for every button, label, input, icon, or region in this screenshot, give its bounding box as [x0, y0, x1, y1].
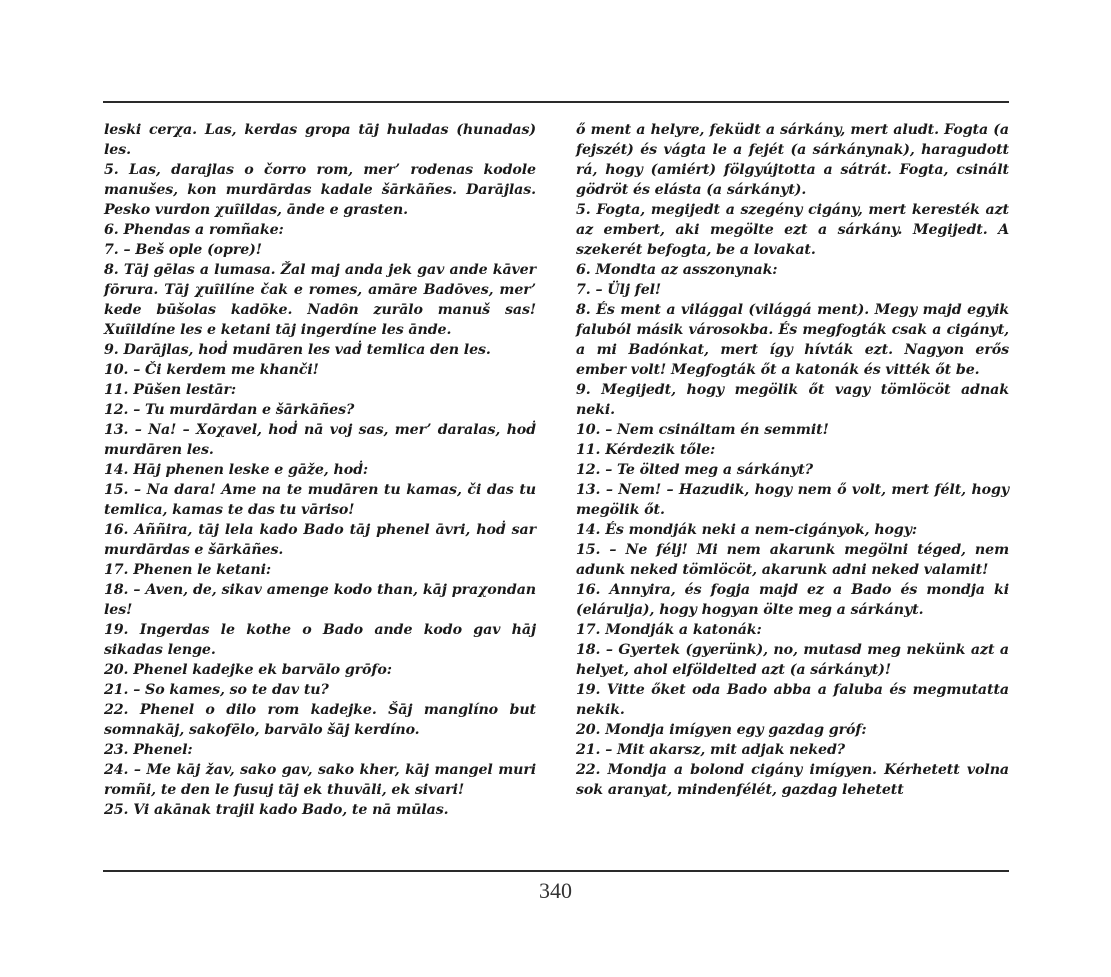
paragraph: 18. – Gyertek (gyerünk), no, mutasd meg nekünk azt a helyet, ahol elföldelted azt (a sárkányt)! — [576, 642, 1009, 678]
paragraph: 17. Mondják a katonák: — [576, 622, 762, 638]
paragraph: 19. Ingerdas le kothe o Bado ande kodo gav hāj sikadas lenge. — [104, 622, 536, 658]
page-number: 340 — [539, 878, 572, 903]
paragraph: 11. Kérdezik tőle: — [576, 442, 716, 458]
paragraph: 23. Phenel: — [104, 742, 193, 758]
paragraph: 24. – Me kāj žav, sako gav, sako kher, kāj mangel muri romñi, te den le fusuj tāj ek thuvāli, ek sivari! — [104, 762, 536, 798]
paragraph: 7. – Ülj fel! — [576, 282, 662, 298]
paragraph: 12. – Te ölted meg a sárkányt? — [576, 462, 813, 478]
paragraph: 16. Annyira, és fogja majd ez a Bado és mondja ki (elárulja), hogy hogyan ölte meg a sárkányt. — [576, 582, 1009, 618]
paragraph: 10. – Či kerdem me khanči! — [104, 362, 319, 378]
paragraph: leski cerχa. Las, kerdas gropa tāj huladas (hunadas) les. — [104, 122, 536, 158]
paragraph: 15. – Na dara! Ame na te mudāren tu kamas, či das tu temlica, kamas te das tu vāriso! — [104, 482, 536, 518]
paragraph: 21. – Mit akarsz, mit adjak neked? — [576, 742, 845, 758]
paragraph: 11. Pūšen lestār: — [104, 382, 237, 398]
paragraph: 15. – Ne félj! Mi nem akarunk megölni téged, nem adunk neked tömlöcöt, akarunk adni neked valamit! — [576, 542, 1009, 578]
header-rule — [103, 101, 1009, 103]
hungarian-text-column — [576, 120, 1009, 800]
paragraph: 16. Aññira, tāj lela kado Bado tāj phenel āvri, hoḋ sar murdārdas e šārkāñes. — [104, 522, 536, 558]
paragraph: 18. – Aven, de, sikav amenge kodo than, kāj praχondan les! — [104, 582, 536, 618]
paragraph: 13. – Nem! – Hazudik, hogy nem ő volt, mert félt, hogy megölik őt. — [576, 482, 1009, 518]
paragraph: 6. Phendas a romñake: — [104, 222, 284, 238]
paragraph: 20. Phenel kadejke ek barvālo grōfo: — [104, 662, 392, 678]
paragraph: 9. Megijedt, hogy megölik őt vagy tömlöcöt adnak neki. — [576, 382, 1009, 418]
paragraph: 10. – Nem csináltam én semmit! — [576, 422, 829, 438]
paragraph: 12. – Tu murdārdan e šārkāñes? — [104, 402, 355, 418]
paragraph: 5. Fogta, megijedt a szegény cigány, mert keresték azt az embert, aki megölte ezt a sárkány. Megijedt. A szekerét befogta, be a lovakat. — [576, 202, 1009, 258]
paragraph: 7. – Beš ople (opre)! — [104, 242, 262, 258]
paragraph: 13. – Na! – Xoχavel, hoḋ nā voj sas, mer’ daralas, hoḋ murdāren les. — [104, 422, 536, 458]
romani-text-column — [104, 120, 536, 820]
paragraph: 22. Mondja a bolond cigány imígyen. Kérhetett volna sok aranyat, mindenfélét, gazdag lehetett — [576, 762, 1009, 798]
paragraph: 21. – So kames, so te dav tu? — [104, 682, 329, 698]
paragraph: 25. Vi akānak trajil kado Bado, te nā mūlas. — [104, 802, 449, 818]
paragraph: 19. Vitte őket oda Bado abba a faluba és megmutatta nekik. — [576, 682, 1009, 718]
paragraph: 14. Hāj phenen leske e gāže, hoḋ: — [104, 462, 369, 478]
paragraph: 8. És ment a világgal (világgá ment). Megy majd egyik faluból másik városokba. És megfogták csak a cigányt, a mi Badónkat, mert így hívták ezt. Nagyon erős ember volt! Megfogták őt a katonák és vitték őt be. — [576, 302, 1009, 378]
paragraph: 14. És mondják neki a nem-cigányok, hogy: — [576, 522, 917, 538]
footer-rule — [103, 870, 1009, 872]
paragraph: 6. Mondta az asszonynak: — [576, 262, 778, 278]
paragraph: 5. Las, darajlas o čorro rom, mer’ rodenas kodole manušes, kon murdārdas kadale šārkāñes. Darājlas. Pesko vurdon χuȋildas, ānde e grasten. — [104, 162, 536, 218]
paragraph: 20. Mondja imígyen egy gazdag gróf: — [576, 722, 867, 738]
paragraph: ő ment a helyre, feküdt a sárkány, mert aludt. Fogta (a fejszét) és vágta le a fejét (a sárkánynak), haragudott rá, hogy (amiért) fölgyújtotta a sátrát. Fogta, csinált gödröt és elásta (a sárkányt). — [576, 122, 1009, 198]
paragraph: 8. Tāj gēlas a lumasa. Žal maj anda jek gav ande kāver fōrura. Tāj χuȋilíne čak e romes, amāre Badōves, mer’ kede būšolas kadōke. Nadȏn zurālo manuš sas! Xuȋildíne les e ketani tāj ingerdíne les ānde. — [104, 262, 536, 338]
paragraph: 17. Phenen le ketani: — [104, 562, 272, 578]
paragraph: 22. Phenel o dilo rom kadejke. Šāj manglíno but somnakāj, sakofēlo, barvālo šāj kerdíno. — [104, 702, 536, 738]
paragraph: 9. Darājlas, hoḋ mudāren les vaḋ temlica den les. — [104, 342, 491, 358]
